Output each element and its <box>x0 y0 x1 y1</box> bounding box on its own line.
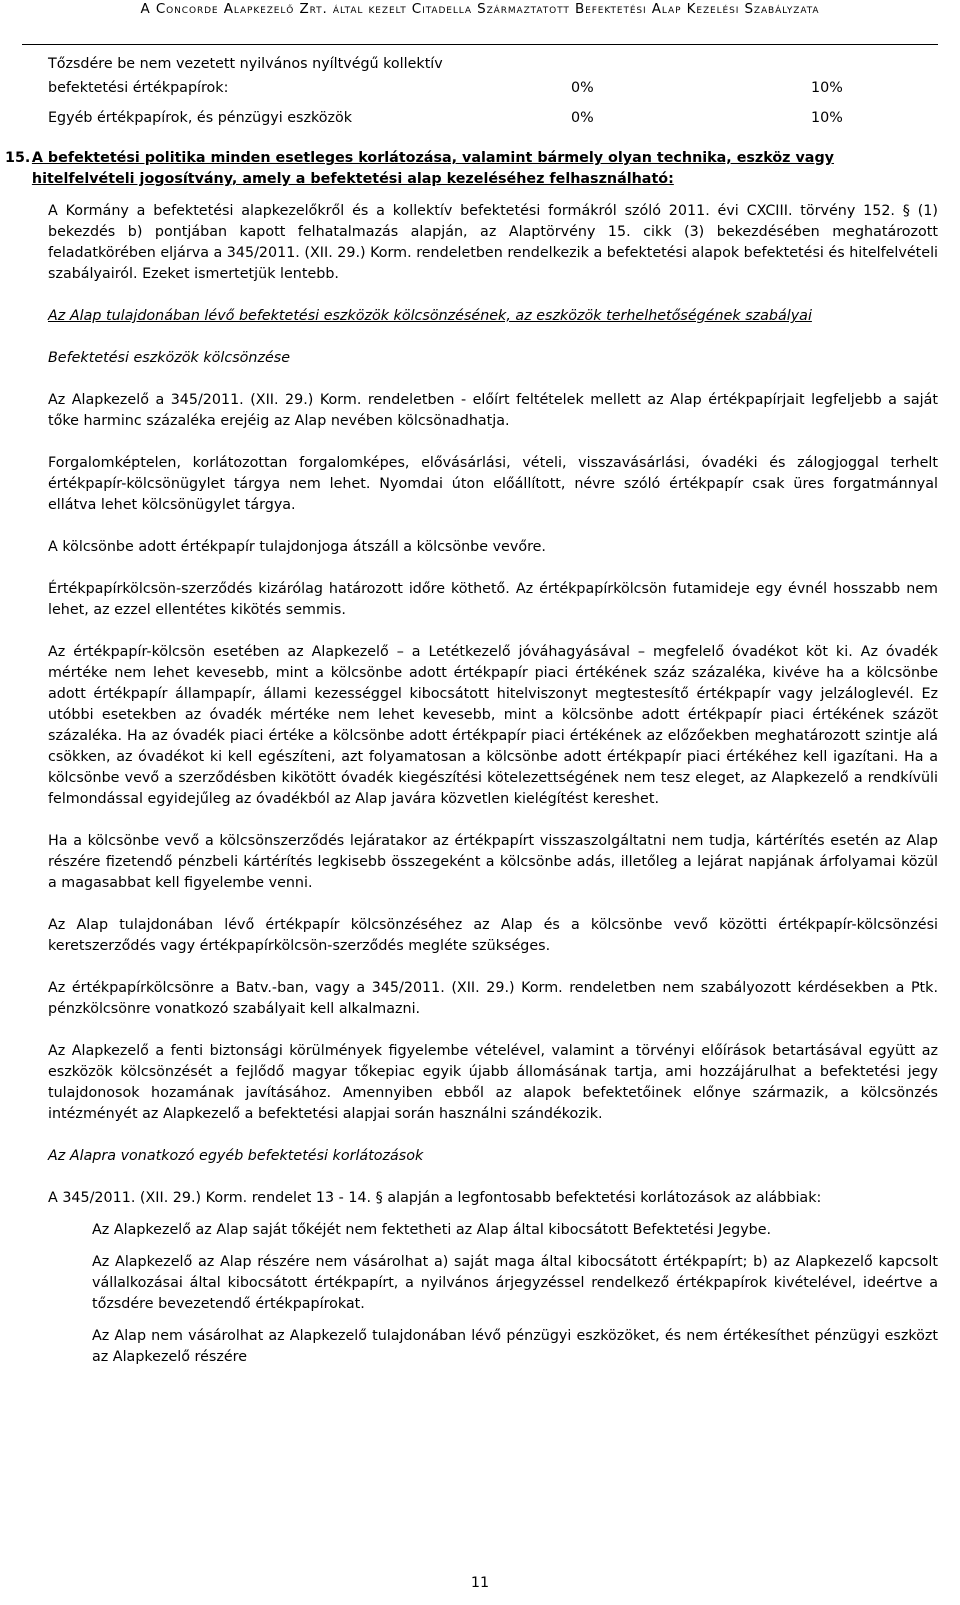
page-number: 11 <box>470 1575 490 1591</box>
subheading-other-restrictions: Az Alapra vonatkozó egyéb befektetési korlátozások <box>48 1148 424 1164</box>
paragraph: Az Alap tulajdonában lévő értékpapír kölcsönzéséhez az Alap és a kölcsönbe vevő közötti értékpapír-kölcsönzési keretszerződés vagy értékpapírkölcsön-szerződés megléte szükséges. <box>48 917 938 954</box>
row-max-value <box>811 54 938 75</box>
table-row <box>48 78 938 99</box>
restriction-item: Az Alapkezelő az Alap részére nem vásárolhat a) saját maga által kibocsátott értékpapírt; b) az Alapkezelő kapcsolt vállalkozásai által kibocsátott értékpapírt, a nyilvános árjegyzéssel rendelkező értékpapírok kivételével, ideértve a tőzsdére bevezetendő értékpapírokat. <box>92 1254 938 1312</box>
paragraph: Ha a kölcsönbe vevő a kölcsönszerződés lejáratakor az értékpapírt visszaszolgáltatni nem tudja, kártérítés esetén az Alap részére fizetendő pénzbeli kártérítés legkisebb összegeként a kölcsönbe adás, illetőleg a lejárat napjának árfolyamai közül a magasabbat kell figyelembe venni. <box>48 833 938 891</box>
section-intro: A Kormány a befektetési alapkezelőkről és a kollektív befektetési formákról szóló 2011. évi CXCIII. törvény 152. § (1) bekezdés b) pontjában kapott felhatalmazás alapján, az Alaptörvény 15. cikk (3) bekezdésében meghatározott feladatkörében eljárva a 345/2011. (XII. 29.) Korm. rendeletben rendelkezik a befektetési alapok befektetési és hitelfelvételi szabályairól. Ezeket ismertetjük lentebb. <box>48 203 939 282</box>
row-label: Tőzsdére be nem vezetett nyilvános nyíltvégű kollektív <box>48 56 443 72</box>
table-row <box>48 54 938 75</box>
row-label: befektetési értékpapírok: <box>48 80 229 96</box>
document-body <box>5 54 939 1368</box>
section-number: 15. <box>5 150 31 166</box>
row-min-value <box>571 54 811 75</box>
paragraph: Az értékpapírkölcsönre a Batv.-ban, vagy a 345/2011. (XII. 29.) Korm. rendeletben nem szabályozott kérdésekben a Ptk. pénzkölcsönre vonatkozó szabályait kell alkalmazni. <box>48 980 938 1017</box>
table-row <box>48 108 938 129</box>
subheading-lending-rules: Az Alap tulajdonában lévő befektetési eszközök kölcsönzésének, az eszközök terhelhetőségének szabályai <box>48 308 812 324</box>
section-title: A befektetési politika minden esetleges korlátozása, valamint bármely olyan technika, eszköz vagy hitelfelvételi jogosítvány, amely a befektetési alap kezeléséhez felhasználható: <box>31 150 835 187</box>
allocation-table <box>48 54 938 129</box>
row-max-value: 10% <box>811 110 843 126</box>
row-max-value: 10% <box>811 80 843 96</box>
row-label: Egyéb értékpapírok, és pénzügyi eszközök <box>48 110 353 126</box>
paragraph: Az Alapkezelő a fenti biztonsági körülmények figyelembe vételével, valamint a törvényi előírások betartásával együtt az eszközök kölcsönzését a fejlődő magyar tőkepiac egyik újabb állomásának tartja, ami hozzájárulhat a befektetési jegy tulajdonosok hozamának javításához. Amennyiben ebből az alapok befektetőinek előnye származik, a kölcsönzés intézményét az Alapkezelő a befektetési alapjai során használni szándékozik. <box>48 1043 938 1122</box>
paragraph: Az Alapkezelő a 345/2011. (XII. 29.) Korm. rendeletben - előírt feltételek mellett az Alap értékpapírjait legfeljebb a saját tőke harminc százaléka erejéig az Alap nevében kölcsönadhatja. <box>48 392 938 429</box>
row-min-value: 0% <box>571 110 594 126</box>
section-15-heading <box>5 148 938 190</box>
restrictions-intro: A 345/2011. (XII. 29.) Korm. rendelet 13 - 14. § alapján a legfontosabb befektetési korlátozások az alábbiak: <box>48 1190 822 1206</box>
paragraph: Forgalomképtelen, korlátozottan forgalomképes, elővásárlási, vételi, visszavásárlási, óvadéki és zálogjoggal terhelt értékpapír-kölcsönügylet tárgya nem lehet. Nyomdai úton előállított, névre szóló értékpapír csak üres forgatmánnyal ellátva lehet kölcsönügylet tárgya. <box>48 455 938 513</box>
page-header <box>22 0 938 45</box>
paragraph: A kölcsönbe adott értékpapír tulajdonjoga átszáll a kölcsönbe vevőre. <box>48 539 546 555</box>
subheading-asset-lending: Befektetési eszközök kölcsönzése <box>48 350 290 366</box>
paragraph: Az értékpapír-kölcsön esetében az Alapkezelő – a Letétkezelő jóváhagyásával – megfelelő óvadékot köt ki. Az óvadék mértéke nem lehet kevesebb, mint a kölcsönbe adott értékpapír piaci értékének száz százaléka, kivéve ha a kölcsönbe adott értékpapír állampapír, állami kezességgel kibocsátott hitelviszonyt megtestesítő értékpapír vagy jelzáloglevél. Ez utóbbi esetekben az óvadék mértéke nem lehet kevesebb, mint a kölcsönbe adott értékpapír piaci értékének százöt százaléka. Ha az óvadék piaci értéke a kölcsönbe adott értékpapír piaci értékének az előzőekben meghatározott szintje alá csökken, az óvadékot ki kell egészíteni, azt folyamatosan a kölcsönbe adott értékpapír piaci értékéhez kell igazítani. Ha a kölcsönbe vevő a szerződésben kikötött óvadék kiegészítési kötelezettségének nem tesz eleget, az Alapkezelő a rendkívüli felmondással egyidejűleg az óvadékból az Alap javára közvetlen kielégítést kereshet. <box>48 644 938 807</box>
restriction-item: Az Alap nem vásárolhat az Alapkezelő tulajdonában lévő pénzügyi eszközöket, és nem értékesíthet pénzügyi eszközt az Alapkezelő részére <box>92 1328 938 1365</box>
row-min-value: 0% <box>571 80 594 96</box>
paragraph: Értékpapírkölcsön-szerződés kizárólag határozott időre köthető. Az értékpapírkölcsön futamideje egy évnél hosszabb nem lehet, az ezzel ellentétes kikötés semmis. <box>48 581 938 618</box>
header-title: A Concorde Alapkezelő Zrt. által kezelt Citadella Származtatott Befektetési Alap Kezelési Szabályzata <box>140 1 820 17</box>
restriction-item: Az Alapkezelő az Alap saját tőkéjét nem fektetheti az Alap által kibocsátott Befektetési Jegybe. <box>92 1222 772 1238</box>
